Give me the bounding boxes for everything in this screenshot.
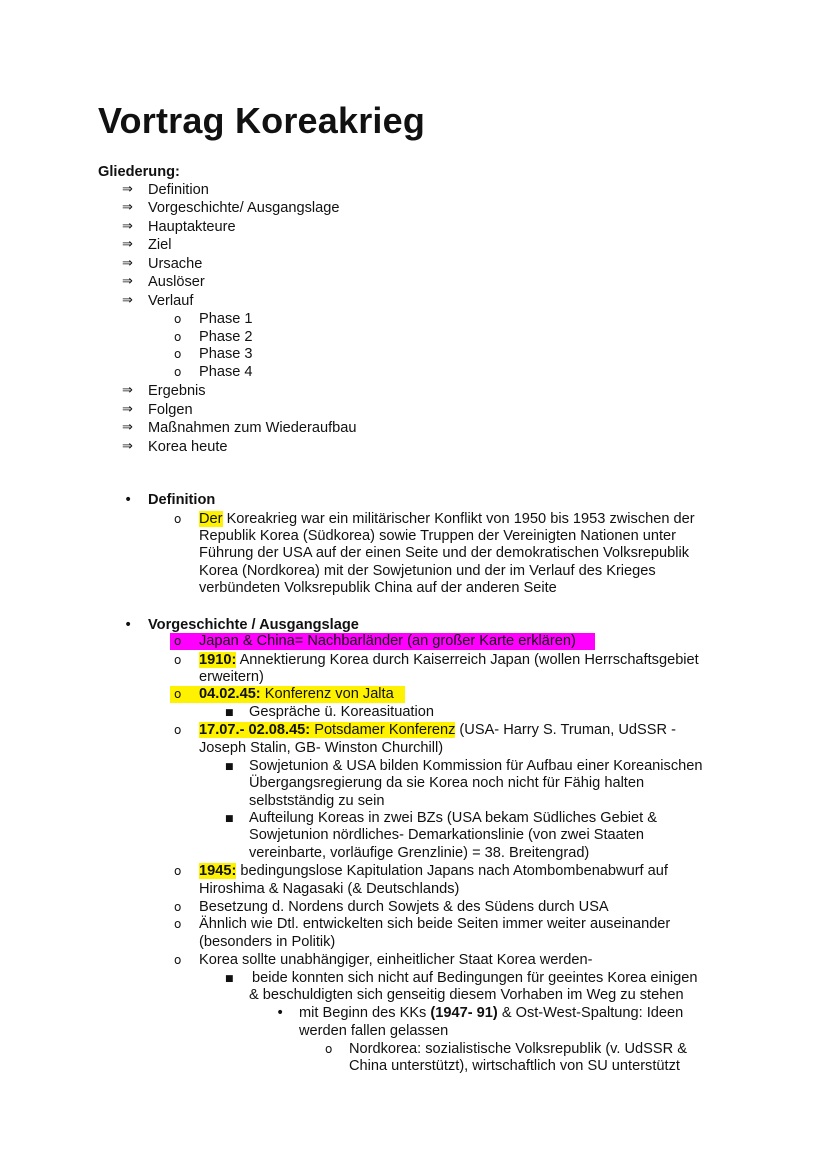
highlighted-word: Der <box>199 511 223 527</box>
square-bullet-icon: ■ <box>225 974 234 984</box>
kk-cont: werden fallen gelassen <box>299 1023 449 1039</box>
square-bullet-icon: ■ <box>225 708 234 718</box>
circle-bullet-icon: o <box>174 900 182 914</box>
beide-cont: & beschuldigten sich genseitig diesem Vorhaben im Weg zu stehen <box>249 987 684 1003</box>
potsdam-sub-line: selbstständig zu sein <box>249 793 385 809</box>
outline-item: Definition <box>148 182 209 198</box>
potsdam-sub-line: Sowjetunion nördliches- Demarkationslinie (von zwei Staaten <box>249 827 645 843</box>
circle-bullet-icon: o <box>174 347 182 361</box>
arrow-right-icon: ⇒ <box>122 439 133 454</box>
arrow-right-icon: ⇒ <box>122 293 133 308</box>
circle-bullet-icon: o <box>174 723 182 737</box>
outline-item: Vorgeschichte/ Ausgangslage <box>148 200 340 216</box>
outline-item: Ursache <box>148 256 203 272</box>
potsdam-sub-line: Sowjetunion & USA bilden Kommission für Aufbau einer Koreanischen <box>249 758 703 774</box>
vorgeschichte-heading: Vorgeschichte / Ausgangslage <box>148 617 359 633</box>
circle-bullet-icon: o <box>174 687 182 701</box>
outline-item: Hauptakteure <box>148 219 236 235</box>
circle-bullet-icon: o <box>174 864 182 878</box>
circle-bullet-icon: o <box>174 512 182 526</box>
outline-item: Korea heute <box>148 439 228 455</box>
bullet-dot-icon: • <box>276 1005 285 1021</box>
event-1910-cont: erweitern) <box>199 669 264 685</box>
aehnlich-line: Ähnlich wie Dtl. entwickelten sich beide Seiten immer weiter auseinander <box>199 916 671 932</box>
event-potsdam: 17.07.- 02.08.45: Potsdamer Konferenz (USA- Harry S. Truman, UdSSR - <box>199 722 676 738</box>
definition-line: Der Koreakrieg war ein militärischer Konflikt von 1950 bis 1953 zwischen der <box>199 511 695 527</box>
potsdam-sub-line: Übergangsregierung da sie Korea noch nicht für Fähig halten <box>249 775 645 791</box>
event-1910: 1910: Annektierung Korea durch Kaiserreich Japan (wollen Herrschaftsgebiet <box>199 652 699 668</box>
definition-heading: Definition <box>148 492 216 508</box>
outline-item: Ergebnis <box>148 383 206 399</box>
arrow-right-icon: ⇒ <box>122 274 133 289</box>
jalta-sub: Gespräche ü. Koreasituation <box>249 704 434 720</box>
outline-phase: Phase 2 <box>199 329 253 345</box>
circle-bullet-icon: o <box>174 634 182 648</box>
circle-bullet-icon: o <box>174 365 182 379</box>
square-bullet-icon: ■ <box>225 814 234 824</box>
circle-bullet-icon: o <box>174 330 182 344</box>
definition-line: Republik Korea (Südkorea) sowie Truppen der Vereinigten Nationen unter <box>199 528 677 544</box>
korea-sollte-line: Korea sollte unabhängiger, einheitlicher Staat Korea werden- <box>199 952 593 968</box>
arrow-right-icon: ⇒ <box>122 182 133 197</box>
event-1945: 1945: bedingungslose Kapitulation Japans nach Atombombenabwurf auf <box>199 863 668 879</box>
circle-bullet-icon: o <box>174 312 182 326</box>
outline-phase: Phase 4 <box>199 364 253 380</box>
japan-china-line: Japan & China= Nachbarländer (an großer Karte erklären) <box>199 633 576 649</box>
arrow-right-icon: ⇒ <box>122 237 133 252</box>
arrow-right-icon: ⇒ <box>122 420 133 435</box>
page-title: Vortrag Koreakrieg <box>98 100 426 141</box>
definition-line: Korea (Nordkorea) mit der Sowjetunion und der im Verlauf des Krieges <box>199 563 656 579</box>
outline-item: Maßnahmen zum Wiederaufbau <box>148 420 357 436</box>
arrow-right-icon: ⇒ <box>122 383 133 398</box>
bullet-dot-icon: • <box>124 492 133 508</box>
arrow-right-icon: ⇒ <box>122 402 133 417</box>
nordkorea-line: Nordkorea: sozialistische Volksrepublik (v. UdSSR & <box>349 1041 687 1057</box>
outline-phase: Phase 3 <box>199 346 253 362</box>
event-jalta: 04.02.45: Konferenz von Jalta <box>199 686 394 702</box>
circle-bullet-icon: o <box>325 1042 333 1056</box>
arrow-right-icon: ⇒ <box>122 256 133 271</box>
outline-item: Verlauf <box>148 293 194 309</box>
beide-line: beide konnten sich nicht auf Bedingungen für geeintes Korea einigen <box>252 970 698 986</box>
circle-bullet-icon: o <box>174 917 182 931</box>
arrow-right-icon: ⇒ <box>122 200 133 215</box>
kk-line: mit Beginn des KKs (1947- 91) & Ost-West-Spaltung: Ideen <box>299 1005 684 1021</box>
potsdam-sub-line: Aufteilung Koreas in zwei BZs (USA bekam Südliches Gebiet & <box>249 810 658 826</box>
event-potsdam-cont: Joseph Stalin, GB- Winston Churchill) <box>199 740 444 756</box>
nordkorea-cont: China unterstützt), wirtschaftlich von SU unterstützt <box>349 1058 680 1074</box>
circle-bullet-icon: o <box>174 653 182 667</box>
outline-phase: Phase 1 <box>199 311 253 327</box>
definition-line: verbündeten Volksrepublik China auf der anderen Seite <box>199 580 557 596</box>
definition-line: Führung der USA auf der einen Seite und der demokratischen Volksrepublik <box>199 545 689 561</box>
bullet-dot-icon: • <box>124 617 133 633</box>
outline-item: Auslöser <box>148 274 205 290</box>
event-1945-cont: Hiroshima & Nagasaki (& Deutschlands) <box>199 881 460 897</box>
outline-item: Folgen <box>148 402 193 418</box>
potsdam-sub-line: vereinbarte, vorläufige Grenzlinie) = 38. Breitengrad) <box>249 845 590 861</box>
arrow-right-icon: ⇒ <box>122 219 133 234</box>
outline-item: Ziel <box>148 237 172 253</box>
square-bullet-icon: ■ <box>225 762 234 772</box>
besetzung-line: Besetzung d. Nordens durch Sowjets & des Südens durch USA <box>199 899 609 915</box>
aehnlich-cont: (besonders in Politik) <box>199 934 336 950</box>
circle-bullet-icon: o <box>174 953 182 967</box>
outline-heading: Gliederung: <box>98 164 180 180</box>
